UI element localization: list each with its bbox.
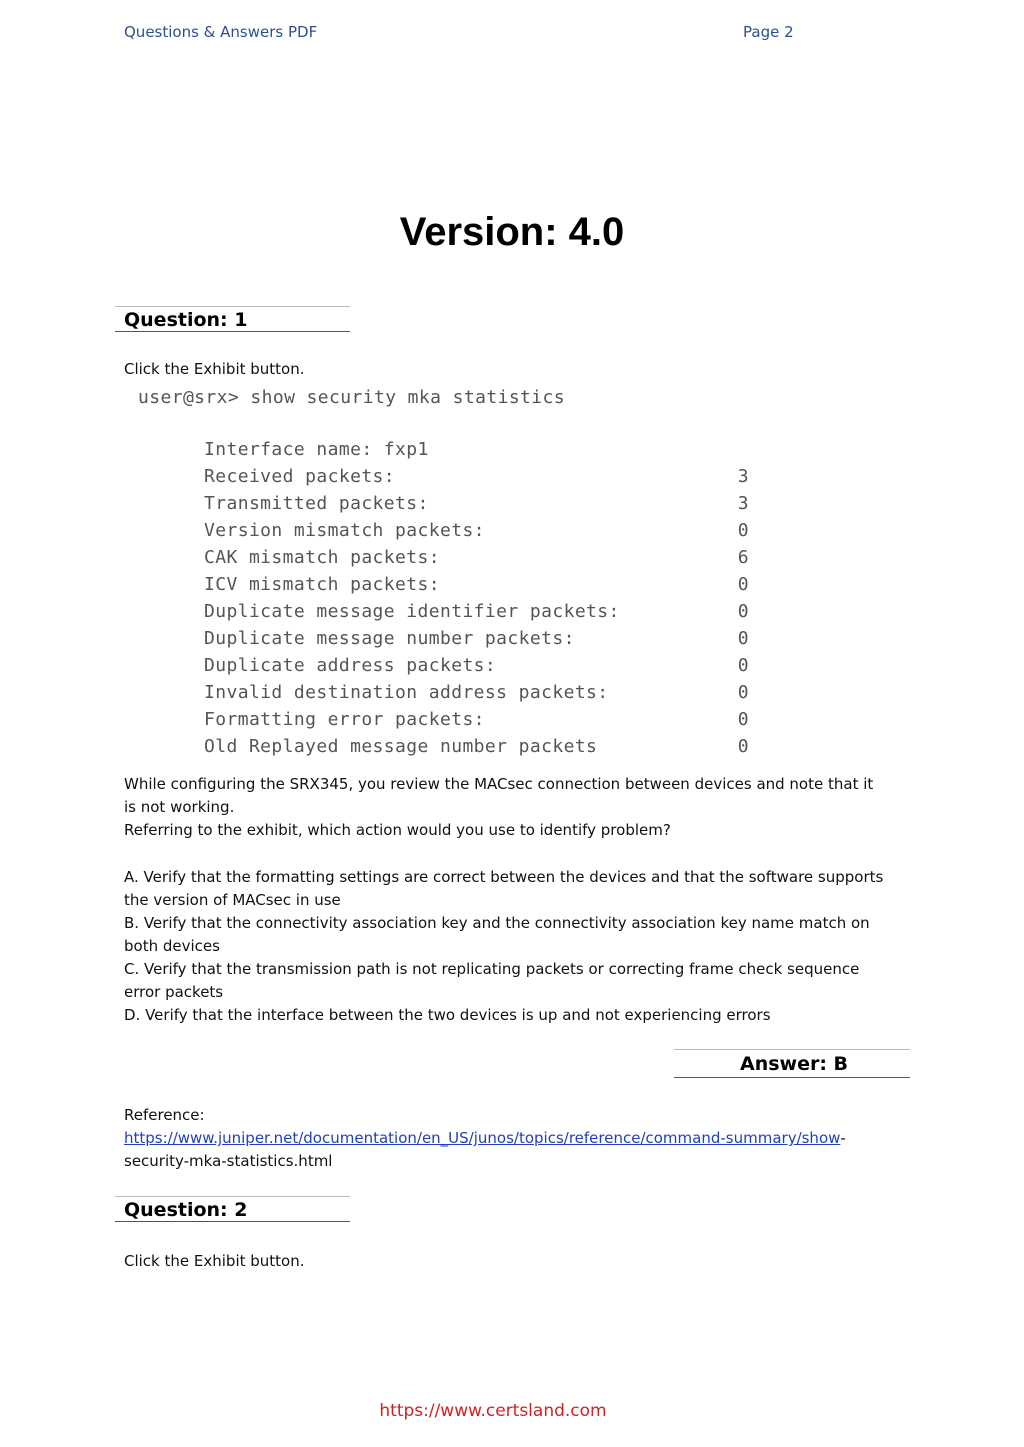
exhibit-row-label: Duplicate address packets: xyxy=(204,655,497,676)
exhibit-row-label: CAK mismatch packets: xyxy=(204,547,440,568)
exhibit-row-value: 0 xyxy=(737,736,749,757)
exhibit-row-label: Interface name: fxp1 xyxy=(204,439,429,460)
exhibit-row xyxy=(204,466,749,493)
question-2-heading-label: Question: 2 xyxy=(124,1199,248,1221)
footer-url[interactable]: https://www.certsland.com xyxy=(379,1401,607,1421)
exhibit-row-label: Duplicate message identifier packets: xyxy=(204,601,620,622)
option-c-line: error packets xyxy=(124,983,224,1001)
page-number: Page 2 xyxy=(743,23,794,41)
exhibit-row xyxy=(204,709,749,736)
exhibit-row xyxy=(204,601,749,628)
header-title: Questions & Answers PDF xyxy=(124,23,318,41)
question-1-body-line: Referring to the exhibit, which action would you use to identify problem? xyxy=(124,821,671,839)
option-b-line: both devices xyxy=(124,937,220,955)
exhibit-row-value: 3 xyxy=(737,493,749,514)
answer-heading xyxy=(674,1049,910,1078)
question-1-body-line: is not working. xyxy=(124,798,235,816)
option-b-line: B. Verify that the connectivity association key and the connectivity association key name match on xyxy=(124,914,870,932)
question-2-intro: Click the Exhibit button. xyxy=(124,1252,305,1270)
exhibit-row xyxy=(204,682,749,709)
exhibit-row-label: Received packets: xyxy=(204,466,396,487)
exhibit-row-label: Formatting error packets: xyxy=(204,709,485,730)
exhibit-row xyxy=(204,628,749,655)
reference-block xyxy=(124,1104,914,1173)
exhibit-row xyxy=(204,439,749,466)
option-a-line: the version of MACsec in use xyxy=(124,891,341,909)
question-2-heading xyxy=(115,1196,350,1222)
exhibit-row-label: Duplicate message number packets: xyxy=(204,628,575,649)
exhibit-row xyxy=(204,493,749,520)
question-1-heading-label: Question: 1 xyxy=(124,309,248,331)
exhibit-row xyxy=(204,547,749,574)
reference-link-dash: - xyxy=(840,1129,846,1147)
exhibit-row-label: Transmitted packets: xyxy=(204,493,429,514)
option-a-line: A. Verify that the formatting settings are correct between the devices and that the software supports xyxy=(124,868,884,886)
reference-label: Reference: xyxy=(124,1106,205,1124)
exhibit-row-value: 0 xyxy=(737,574,749,595)
question-1-heading xyxy=(115,306,350,332)
exhibit-row-value: 6 xyxy=(737,547,749,568)
exhibit-row-label: ICV mismatch packets: xyxy=(204,574,440,595)
question-1-body-line: While configuring the SRX345, you review the MACsec connection between devices and note that it xyxy=(124,775,874,793)
reference-link-line xyxy=(124,1127,914,1150)
question-1-intro: Click the Exhibit button. xyxy=(124,360,305,378)
exhibit-row-label: Version mismatch packets: xyxy=(204,520,485,541)
exhibit-row xyxy=(204,736,749,763)
exhibit-row-value: 0 xyxy=(737,682,749,703)
exhibit-row-value: 0 xyxy=(737,601,749,622)
exhibit-row-label: Old Replayed message number packets xyxy=(204,736,598,757)
exhibit-row xyxy=(204,655,749,682)
exhibit-image xyxy=(124,383,764,765)
answer-options xyxy=(124,866,914,1027)
exhibit-row-value: 3 xyxy=(737,466,749,487)
exhibit-row-value: 0 xyxy=(737,709,749,730)
exhibit-row xyxy=(204,520,749,547)
version-title: Version: 4.0 xyxy=(399,210,625,254)
option-d-line: D. Verify that the interface between the two devices is up and not experiencing errors xyxy=(124,1006,771,1024)
option-c-line: C. Verify that the transmission path is not replicating packets or correcting frame check sequence xyxy=(124,960,860,978)
reference-link-tail: security-mka-statistics.html xyxy=(124,1152,333,1170)
exhibit-row-value: 0 xyxy=(737,520,749,541)
exhibit-row-value: 0 xyxy=(737,655,749,676)
reference-link[interactable]: https://www.juniper.net/documentation/en_US/junos/topics/reference/command-summary/show xyxy=(124,1129,841,1147)
answer-label: Answer: B xyxy=(740,1053,849,1075)
exhibit-row-label: Invalid destination address packets: xyxy=(204,682,609,703)
exhibit-row xyxy=(204,574,749,601)
exhibit-row-value: 0 xyxy=(737,628,749,649)
question-1-body xyxy=(124,773,914,842)
exhibit-command: user@srx> show security mka statistics xyxy=(138,387,566,408)
